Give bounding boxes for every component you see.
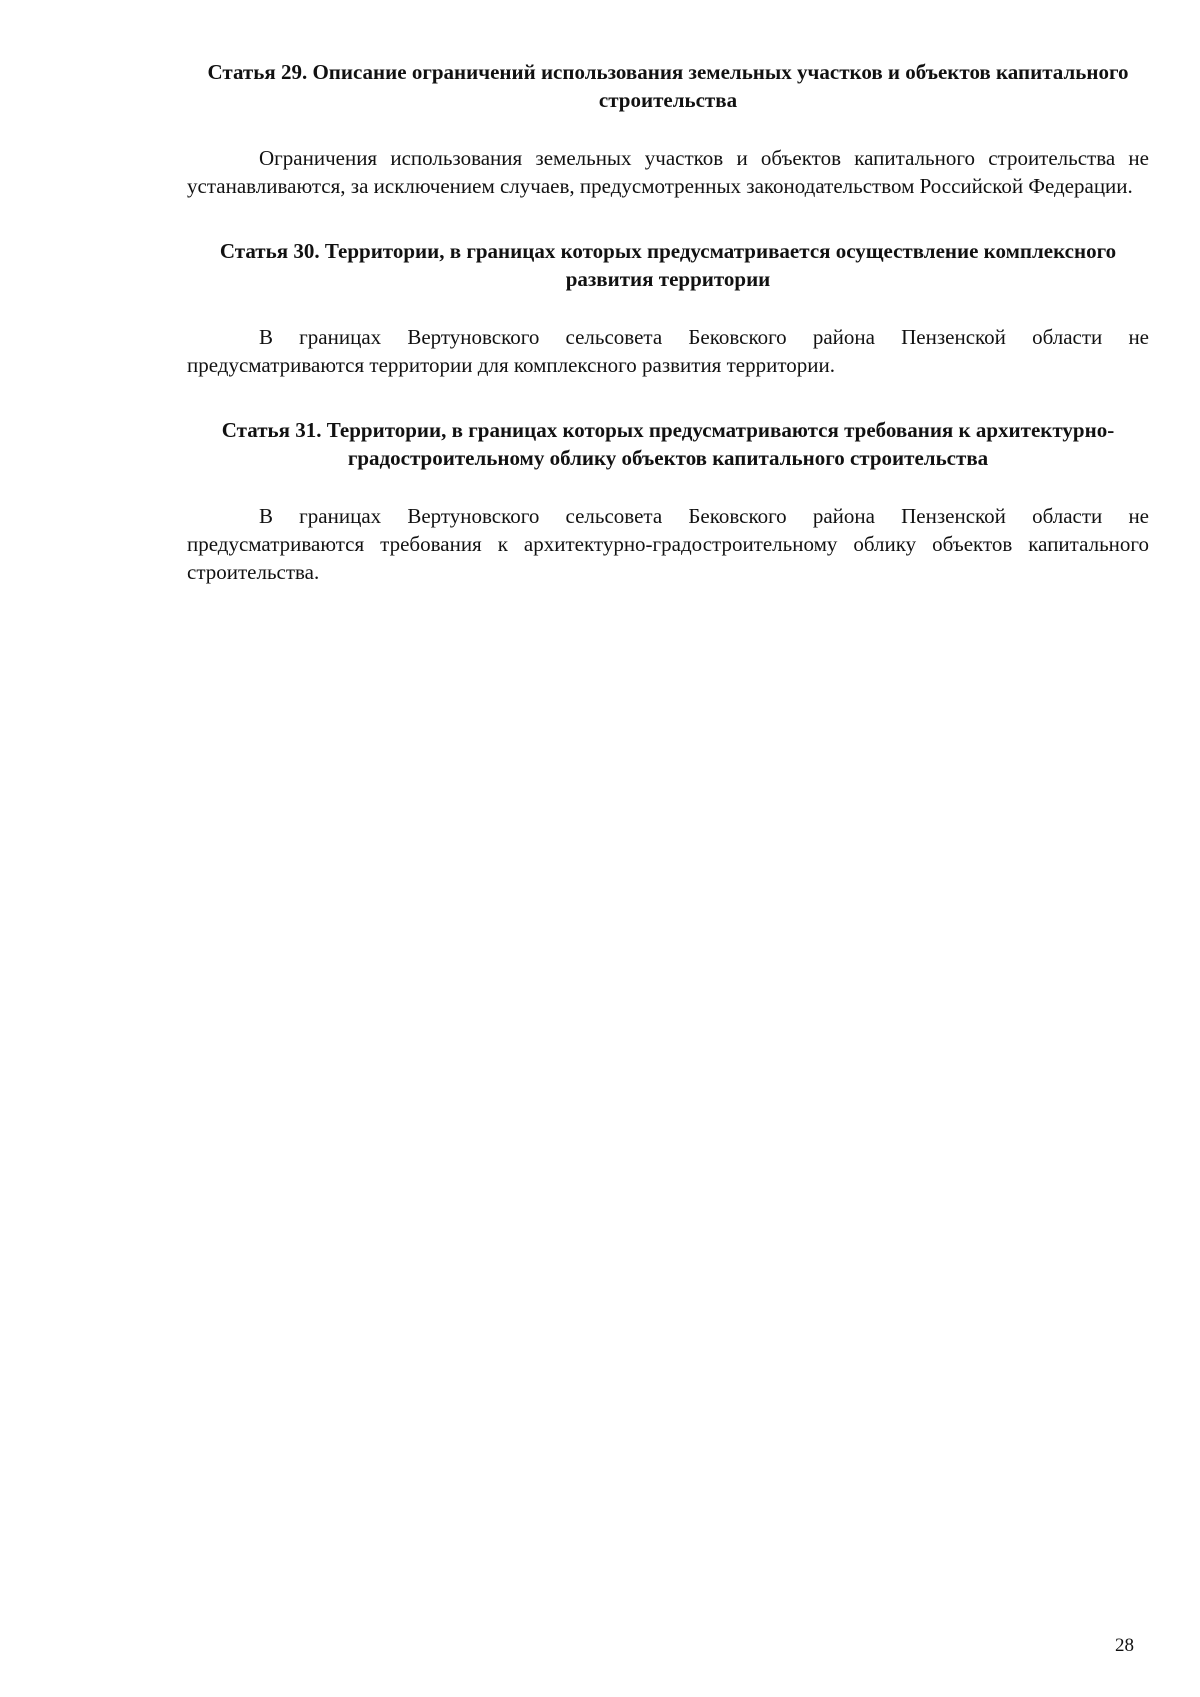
article-29-body: Ограничения использования земельных участков и объектов капитального строительства не устанавливаются, за исключением случаев, предусмотренных законодательством Российской Федерации. [187,146,1149,198]
article-31-body: В границах Вертуновского сельсовета Бековского района Пензенской области не предусматриваются требования к архитектурно-градостроительному облику объектов капитального строительства. [187,504,1149,584]
article-31-heading: Статья 31. Территории, в границах которых предусматриваются требования к архитектурно-градостроительному облику объектов капитального строительства [221,418,1115,470]
article-30-body: В границах Вертуновского сельсовета Бековского района Пензенской области не предусматриваются территории для комплексного развития территории. [187,325,1149,377]
article-30-heading: Статья 30. Территории, в границах которых предусматривается осуществление комплексного развития территории [219,239,1117,291]
page-number: 28 [1115,1635,1134,1656]
page-content [187,58,1149,586]
article-30 [187,237,1149,379]
article-29 [187,58,1149,200]
article-29-heading: Статья 29. Описание ограничений использования земельных участков и объектов капитального строительства [207,60,1129,112]
article-31 [187,416,1149,586]
